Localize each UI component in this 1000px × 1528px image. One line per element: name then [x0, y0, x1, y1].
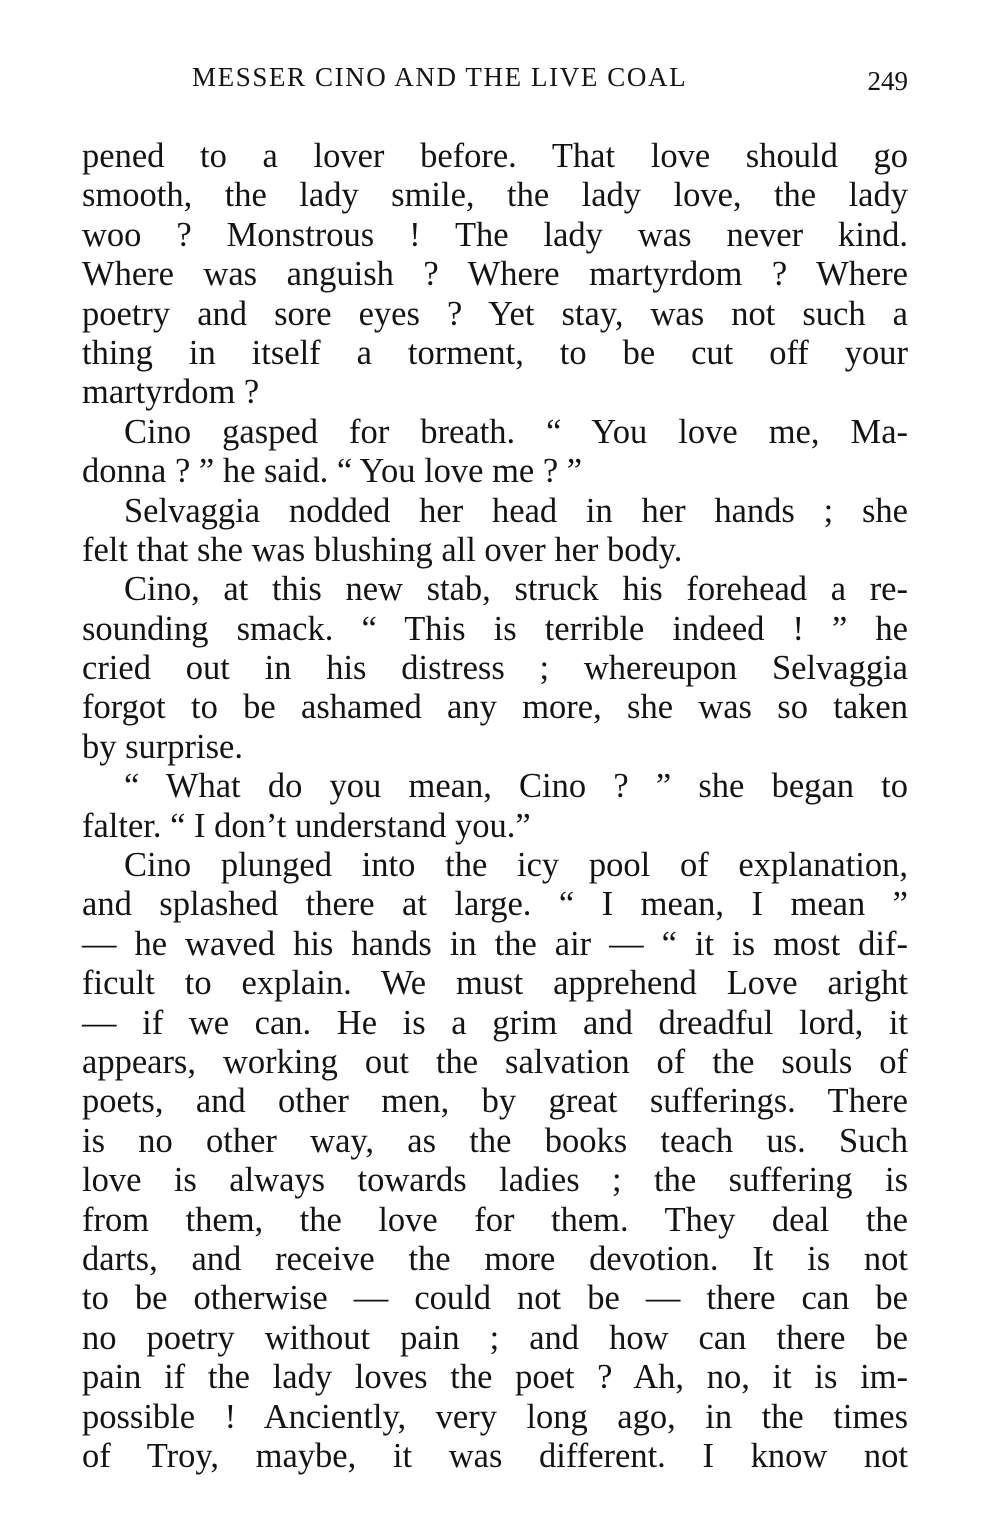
- text-line: — if we can. He is a grim and dreadful lord, it: [82, 1003, 908, 1042]
- text-line: and splashed there at large. “ I mean, I mean ”: [82, 885, 908, 924]
- text-line: donna ? ” he said. “ You love me ? ”: [82, 452, 583, 491]
- text-line: Cino gasped for breath. “ You love me, Ma-: [124, 412, 908, 451]
- text-line: pened to a lover before. That love should go: [82, 137, 908, 175]
- text-line: love is always towards ladies ; the suffering is: [82, 1161, 908, 1200]
- text-line: no poetry without pain ; and how can there be: [82, 1318, 908, 1357]
- text-line: martyrdom ?: [82, 373, 260, 412]
- text-line: — he waved his hands in the air — “ it is most dif-: [82, 924, 908, 963]
- text-line: “ What do you mean, Cino ? ” she began to: [124, 767, 908, 806]
- text-line: is no other way, as the books teach us. Such: [82, 1121, 908, 1160]
- text-line: felt that she was blushing all over her body.: [82, 530, 683, 569]
- text-line: poetry and sore eyes ? Yet stay, was not such a: [82, 294, 908, 333]
- text-line: forgot to be ashamed any more, she was so taken: [82, 688, 908, 727]
- text-line: woo ? Monstrous ! The lady was never kind.: [82, 215, 908, 254]
- text-line: smooth, the lady smile, the lady love, the lady: [82, 176, 908, 215]
- body-text: [82, 137, 908, 1476]
- text-line: darts, and receive the more devotion. It is not: [82, 1239, 908, 1278]
- text-line: ficult to explain. We must apprehend Love aright: [82, 964, 908, 1003]
- text-line: Cino plunged into the icy pool of explanation,: [124, 846, 908, 885]
- text-line: of Troy, maybe, it was different. I know not: [82, 1436, 908, 1475]
- text-line: appears, working out the salvation of the souls of: [82, 1042, 908, 1081]
- text-line: poets, and other men, by great sufferings. There: [82, 1082, 908, 1121]
- text-line: Cino, at this new stab, struck his forehead a re-: [124, 570, 908, 609]
- text-line: sounding smack. “ This is terrible indeed ! ” he: [82, 609, 908, 648]
- text-line: thing in itself a torment, to be cut off your: [82, 333, 908, 372]
- text-line: from them, the love for them. They deal the: [82, 1200, 908, 1239]
- text-line: cried out in his distress ; whereupon Selvaggia: [82, 649, 908, 688]
- text-line: pain if the lady loves the poet ? Ah, no, it is im-: [82, 1358, 908, 1397]
- text-line: falter. “ I don’t understand you.”: [82, 806, 531, 845]
- text-line: to be otherwise — could not be — there can be: [82, 1279, 908, 1318]
- running-title: MESSER CINO AND THE LIVE COAL: [192, 62, 688, 92]
- running-head: [82, 62, 908, 102]
- text-line: Where was anguish ? Where martyrdom ? Where: [82, 255, 908, 294]
- text-line: by surprise.: [82, 727, 243, 766]
- text-line: possible ! Anciently, very long ago, in the times: [82, 1397, 908, 1436]
- page-number: 249: [867, 66, 908, 96]
- text-line: Selvaggia nodded her head in her hands ; she: [124, 491, 908, 530]
